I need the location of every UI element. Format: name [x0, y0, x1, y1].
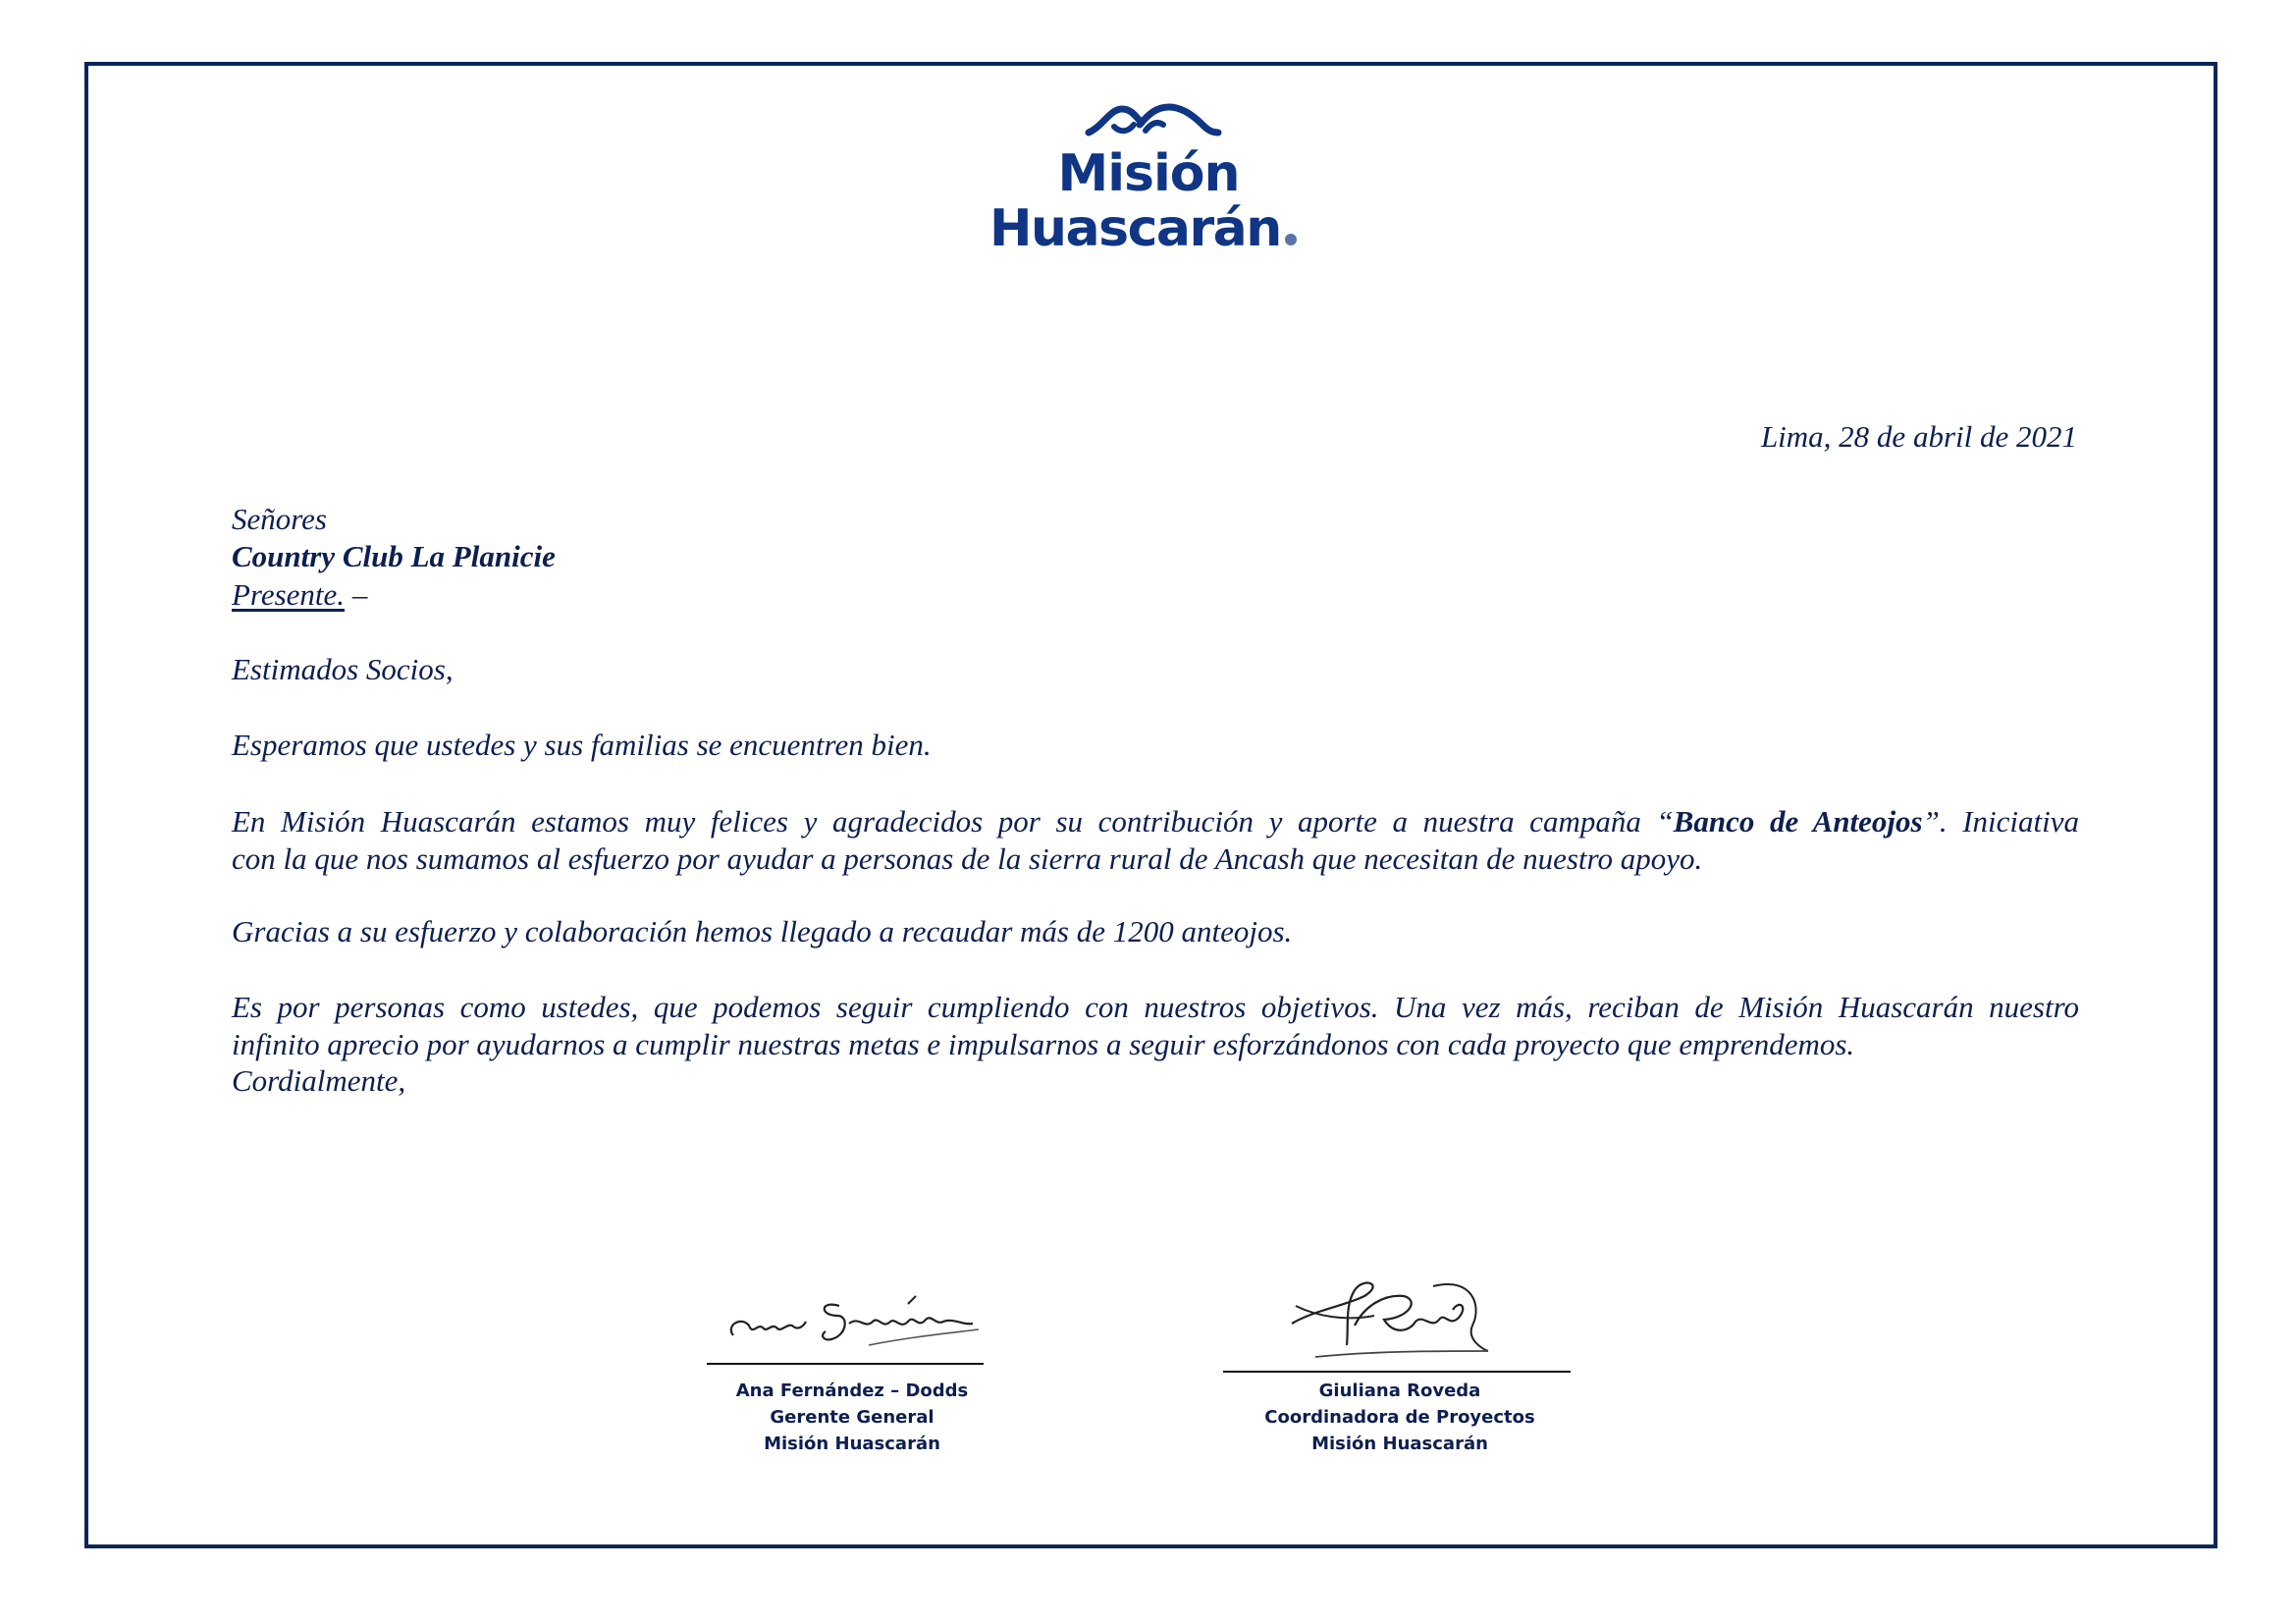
paragraph-4-line-1: Es por personas como ustedes, que podemos seguir cumpliendo con nuestros objetivos. Una vez más, reciban de Misión Huascarán nuestro [232, 990, 2079, 1024]
paragraph-2-text-b: ”. Iniciativa [1922, 804, 2079, 839]
presente-line [232, 576, 367, 614]
logo [982, 93, 1335, 265]
campaign-name: Banco de Anteojos [1673, 804, 1923, 839]
recipient-name: Country Club La Planicie [232, 539, 556, 573]
paragraph-2 [232, 803, 2079, 878]
registered-mark-icon [1285, 234, 1297, 245]
signatory-1-org: Misión Huascarán [764, 1434, 940, 1454]
letter-date: Lima, 28 de abril de 2021 [1760, 419, 2077, 454]
paragraph-4 [232, 989, 2079, 1063]
logo-text-mision: Misión [1057, 144, 1240, 203]
signature-image-1 [721, 1286, 987, 1355]
closing: Cordialmente, [232, 1063, 406, 1098]
signatory-2-name: Giuliana Roveda [1318, 1380, 1481, 1401]
signatory-1-name: Ana Fernández – Dodds [735, 1380, 969, 1401]
signatory-1-title: Gerente General [770, 1407, 934, 1428]
paragraph-2-text-a: En Misión Huascarán estamos muy felices y agradecidos por su contribución y aporte a nuestra campaña “ [232, 804, 1674, 839]
paragraph-2-line-1 [232, 803, 2079, 840]
paragraph-3: Gracias a su esfuerzo y colaboración hemos llegado a recaudar más de 1200 anteojos. [232, 914, 1293, 948]
signature-line-1 [707, 1363, 984, 1365]
signatory-2 [1253, 1378, 1547, 1457]
signature-line-2 [1223, 1371, 1571, 1373]
paragraph-1: Esperamos que ustedes y sus familias se encuentren bien. [232, 728, 932, 762]
paragraph-2-line-2: con la que nos sumamos al esfuerzo por ayudar a personas de la sierra rural de Ancash que necesitan de nuestro apoyo. [232, 841, 1703, 876]
greeting: Estimados Socios, [232, 652, 454, 686]
paragraph-4-line-2: infinito aprecio por ayudarnos a cumplir nuestras metas e impulsarnos a seguir esforzándonos con cada proyecto que emprendemos. [232, 1027, 1855, 1061]
signature-image-2 [1286, 1267, 1502, 1365]
signatory-2-org: Misión Huascarán [1311, 1434, 1488, 1454]
presente-text: Presente. [232, 577, 346, 612]
mountain-waves-icon [1085, 103, 1222, 140]
logo-text-huascaran [982, 201, 1335, 256]
signatory-2-title: Coordinadora de Proyectos [1264, 1407, 1535, 1428]
signatory-1 [705, 1378, 999, 1457]
presente-dash: – [345, 577, 368, 612]
logo-text-huascaran-word: Huascarán [989, 199, 1281, 258]
salutation-to: Señores [232, 502, 327, 536]
